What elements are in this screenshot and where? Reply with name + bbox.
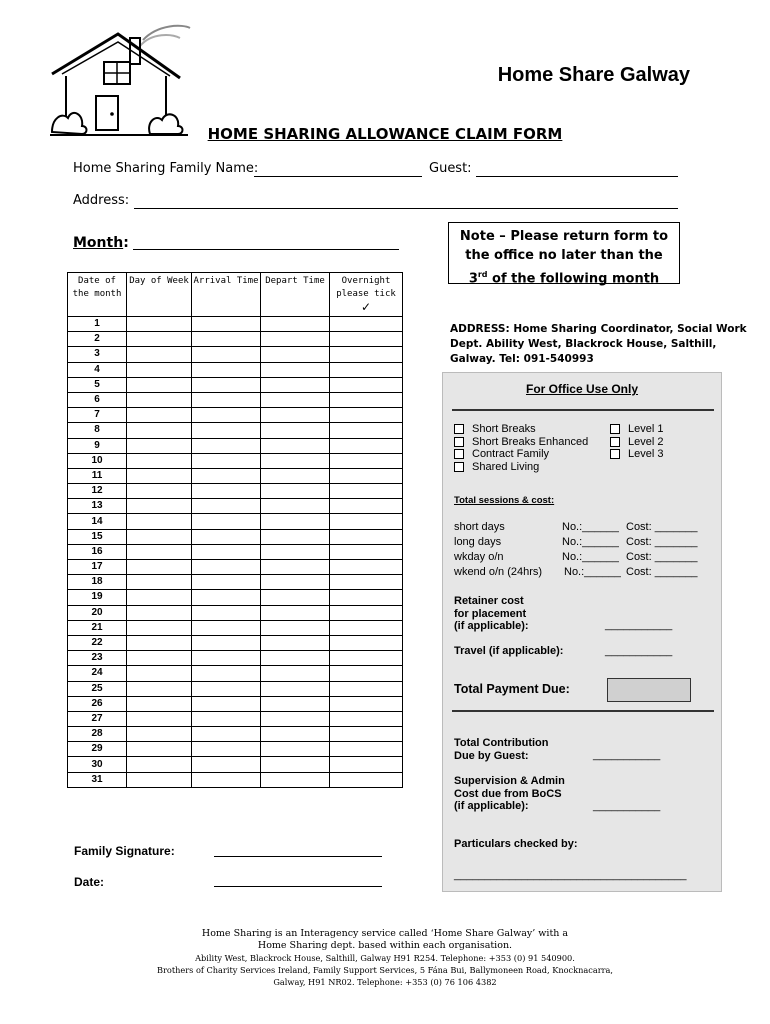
footer-line: Galway, H91 NR02. Telephone: +353 (0) 76 106 4382 <box>273 977 497 987</box>
table-row <box>68 347 403 362</box>
arrival-time-cell[interactable] <box>192 711 261 726</box>
arrival-time-cell[interactable] <box>192 438 261 453</box>
day-of-week-cell[interactable] <box>127 332 192 347</box>
table-row <box>68 590 403 605</box>
col-overnight: Overnight please tick ✓ <box>330 273 403 317</box>
table-row <box>68 605 403 620</box>
arrival-time-cell[interactable] <box>192 757 261 772</box>
arrival-time-cell[interactable] <box>192 727 261 742</box>
table-row <box>68 529 403 544</box>
arrival-time-cell[interactable] <box>192 575 261 590</box>
day-of-week-cell[interactable] <box>127 651 192 666</box>
supervision-field[interactable]: ___________ <box>593 800 661 812</box>
day-of-week-cell[interactable] <box>127 635 192 650</box>
overnight-tick-cell[interactable] <box>330 590 403 605</box>
depart-time-cell[interactable] <box>261 681 330 696</box>
depart-time-cell[interactable] <box>261 651 330 666</box>
house-logo <box>48 22 193 142</box>
arrival-time-cell[interactable] <box>192 605 261 620</box>
table-row <box>68 317 403 332</box>
day-of-week-cell[interactable] <box>127 560 192 575</box>
depart-time-cell[interactable] <box>261 362 330 377</box>
table-row <box>68 423 403 438</box>
overnight-tick-cell[interactable] <box>330 727 403 742</box>
table-row <box>68 772 403 787</box>
day-of-week-cell[interactable] <box>127 544 192 559</box>
table-row <box>68 468 403 483</box>
day-number: 5 <box>68 377 127 392</box>
checkbox-icon[interactable] <box>454 449 464 459</box>
depart-time-cell[interactable] <box>261 605 330 620</box>
table-row <box>68 711 403 726</box>
arrival-time-cell[interactable] <box>192 392 261 407</box>
checked-by-label: Particulars checked by: <box>454 838 578 850</box>
retainer-field[interactable]: ___________ <box>605 619 673 631</box>
total-payment-label: Total Payment Due: <box>454 682 570 696</box>
arrival-time-cell[interactable] <box>192 332 261 347</box>
table-row <box>68 392 403 407</box>
table-row <box>68 651 403 666</box>
table-row <box>68 727 403 742</box>
day-number: 25 <box>68 681 127 696</box>
arrival-time-cell[interactable] <box>192 317 261 332</box>
address-field[interactable] <box>134 208 678 209</box>
service-option[interactable]: Shared Living <box>454 461 588 474</box>
daily-log-table <box>67 272 403 788</box>
overnight-tick-cell[interactable] <box>330 377 403 392</box>
day-of-week-cell[interactable] <box>127 529 192 544</box>
depart-time-cell[interactable] <box>261 757 330 772</box>
depart-time-cell[interactable] <box>261 742 330 757</box>
arrival-time-cell[interactable] <box>192 362 261 377</box>
arrival-time-cell[interactable] <box>192 468 261 483</box>
overnight-tick-cell[interactable] <box>330 529 403 544</box>
day-number: 23 <box>68 651 127 666</box>
day-of-week-cell[interactable] <box>127 453 192 468</box>
checkbox-icon[interactable] <box>454 462 464 472</box>
day-of-week-cell[interactable] <box>127 666 192 681</box>
day-of-week-cell[interactable] <box>127 484 192 499</box>
day-of-week-cell[interactable] <box>127 438 192 453</box>
arrival-time-cell[interactable] <box>192 772 261 787</box>
day-of-week-cell[interactable] <box>127 727 192 742</box>
day-number: 16 <box>68 544 127 559</box>
table-row <box>68 635 403 650</box>
supervision-label: Supervision & Admin Cost due from BoCS (if applicable): <box>454 775 565 812</box>
level-option[interactable]: Level 3 <box>610 448 663 461</box>
overnight-tick-cell[interactable] <box>330 392 403 407</box>
overnight-tick-cell[interactable] <box>330 666 403 681</box>
overnight-tick-cell[interactable] <box>330 651 403 666</box>
footer-line: Brothers of Charity Services Ireland, Family Support Services, 5 Fána Bui, Ballymoneen Road, Knocknacarra, <box>156 965 614 975</box>
table-row <box>68 666 403 681</box>
overnight-tick-cell[interactable] <box>330 408 403 423</box>
form-title: HOME SHARING ALLOWANCE CLAIM FORM <box>207 125 563 143</box>
day-of-week-cell[interactable] <box>127 742 192 757</box>
day-number: 24 <box>68 666 127 681</box>
guest-field[interactable] <box>476 176 678 177</box>
overnight-tick-cell[interactable] <box>330 514 403 529</box>
guest-label: Guest: <box>429 161 472 176</box>
checkbox-icon[interactable] <box>610 449 620 459</box>
retainer-label: Retainer cost for placement (if applicable): <box>454 595 529 632</box>
day-number: 30 <box>68 757 127 772</box>
return-note: Note – Please return form to the office no later than the 3rd of the following month <box>448 222 680 284</box>
arrival-time-cell[interactable] <box>192 742 261 757</box>
arrival-time-cell[interactable] <box>192 453 261 468</box>
overnight-tick-cell[interactable] <box>330 635 403 650</box>
table-row <box>68 438 403 453</box>
col-day: Day of Week <box>127 273 192 317</box>
organization-name: Home Share Galway <box>497 64 690 86</box>
day-of-week-cell[interactable] <box>127 499 192 514</box>
depart-time-cell[interactable] <box>261 392 330 407</box>
depart-time-cell[interactable] <box>261 711 330 726</box>
office-divider-mid <box>452 710 714 712</box>
level-option[interactable]: Level 2 <box>610 436 663 449</box>
checked-by-field[interactable]: ______________________________________ <box>454 869 687 881</box>
day-number: 22 <box>68 635 127 650</box>
overnight-tick-cell[interactable] <box>330 423 403 438</box>
day-number: 20 <box>68 605 127 620</box>
travel-label: Travel (if applicable): <box>454 645 564 657</box>
arrival-time-cell[interactable] <box>192 423 261 438</box>
overnight-tick-cell[interactable] <box>330 757 403 772</box>
table-row <box>68 696 403 711</box>
day-number: 9 <box>68 438 127 453</box>
level-list <box>610 423 663 461</box>
day-number: 8 <box>68 423 127 438</box>
table-row <box>68 620 403 635</box>
day-number: 7 <box>68 408 127 423</box>
day-of-week-cell[interactable] <box>127 620 192 635</box>
family-name-field[interactable] <box>254 176 422 177</box>
arrival-time-cell[interactable] <box>192 681 261 696</box>
depart-time-cell[interactable] <box>261 635 330 650</box>
day-of-week-cell[interactable] <box>127 362 192 377</box>
depart-time-cell[interactable] <box>261 575 330 590</box>
depart-time-cell[interactable] <box>261 514 330 529</box>
arrival-time-cell[interactable] <box>192 347 261 362</box>
day-number: 17 <box>68 560 127 575</box>
session-row: long days No.:______ Cost: _______ <box>454 536 698 548</box>
date-field[interactable] <box>214 886 382 887</box>
table-row <box>68 499 403 514</box>
depart-time-cell[interactable] <box>261 453 330 468</box>
overnight-tick-cell[interactable] <box>330 362 403 377</box>
col-depart: Depart Time <box>261 273 330 317</box>
depart-time-cell[interactable] <box>261 484 330 499</box>
month-field[interactable] <box>133 249 399 250</box>
overnight-tick-cell[interactable] <box>330 484 403 499</box>
table-row <box>68 757 403 772</box>
overnight-tick-cell[interactable] <box>330 696 403 711</box>
travel-field[interactable]: ___________ <box>605 645 673 657</box>
depart-time-cell[interactable] <box>261 560 330 575</box>
arrival-time-cell[interactable] <box>192 514 261 529</box>
arrival-time-cell[interactable] <box>192 377 261 392</box>
arrival-time-cell[interactable] <box>192 529 261 544</box>
arrival-time-cell[interactable] <box>192 696 261 711</box>
overnight-tick-cell[interactable] <box>330 499 403 514</box>
checkbox-icon[interactable] <box>610 437 620 447</box>
day-of-week-cell[interactable] <box>127 408 192 423</box>
family-signature-label: Family Signature: <box>74 844 175 858</box>
day-of-week-cell[interactable] <box>127 423 192 438</box>
overnight-tick-cell[interactable] <box>330 620 403 635</box>
tick-icon: ✓ <box>360 300 372 314</box>
sessions-list <box>454 520 716 580</box>
day-number: 27 <box>68 711 127 726</box>
overnight-tick-cell[interactable] <box>330 742 403 757</box>
level-option[interactable]: Level 1 <box>610 423 663 436</box>
day-number: 12 <box>68 484 127 499</box>
contribution-field[interactable]: ___________ <box>593 749 661 761</box>
day-number: 2 <box>68 332 127 347</box>
family-name-label: Home Sharing Family Name: <box>73 161 259 176</box>
depart-time-cell[interactable] <box>261 468 330 483</box>
overnight-tick-cell[interactable] <box>330 605 403 620</box>
day-number: 31 <box>68 772 127 787</box>
overnight-tick-cell[interactable] <box>330 317 403 332</box>
arrival-time-cell[interactable] <box>192 484 261 499</box>
depart-time-cell[interactable] <box>261 377 330 392</box>
footer-line: Home Sharing is an Interagency service called ‘Home Share Galway’ with a <box>201 928 569 939</box>
depart-time-cell[interactable] <box>261 772 330 787</box>
service-option[interactable]: Short Breaks <box>454 423 588 436</box>
overnight-tick-cell[interactable] <box>330 453 403 468</box>
day-of-week-cell[interactable] <box>127 514 192 529</box>
depart-time-cell[interactable] <box>261 529 330 544</box>
office-use-panel <box>442 372 722 892</box>
footer-line: Ability West, Blackrock House, Salthill, Galway H91 R254. Telephone: +353 (0) 91 540900. <box>195 953 575 963</box>
day-of-week-cell[interactable] <box>127 392 192 407</box>
day-number: 21 <box>68 620 127 635</box>
depart-time-cell[interactable] <box>261 317 330 332</box>
service-option[interactable]: Short Breaks Enhanced <box>454 436 588 449</box>
overnight-tick-cell[interactable] <box>330 560 403 575</box>
overnight-tick-cell[interactable] <box>330 772 403 787</box>
depart-time-cell[interactable] <box>261 499 330 514</box>
checkbox-icon[interactable] <box>454 424 464 434</box>
depart-time-cell[interactable] <box>261 696 330 711</box>
depart-time-cell[interactable] <box>261 666 330 681</box>
table-row <box>68 408 403 423</box>
office-divider-top <box>452 409 714 411</box>
checkbox-icon[interactable] <box>610 424 620 434</box>
day-of-week-cell[interactable] <box>127 575 192 590</box>
day-number: 28 <box>68 727 127 742</box>
service-option[interactable]: Contract Family <box>454 448 588 461</box>
arrival-time-cell[interactable] <box>192 666 261 681</box>
overnight-tick-cell[interactable] <box>330 438 403 453</box>
address-label: Address: <box>73 193 130 208</box>
office-use-title: For Office Use Only <box>525 382 639 396</box>
footer-line: Home Sharing dept. based within each organisation. <box>257 940 513 951</box>
depart-time-cell[interactable] <box>261 590 330 605</box>
arrival-time-cell[interactable] <box>192 651 261 666</box>
session-row: short days No.:______ Cost: _______ <box>454 521 698 533</box>
table-row <box>68 377 403 392</box>
depart-time-cell[interactable] <box>261 620 330 635</box>
table-row <box>68 544 403 559</box>
date-label: Date: <box>74 875 105 889</box>
arrival-time-cell[interactable] <box>192 499 261 514</box>
overnight-tick-cell[interactable] <box>330 575 403 590</box>
day-number: 10 <box>68 453 127 468</box>
total-payment-field[interactable] <box>607 678 691 702</box>
arrival-time-cell[interactable] <box>192 620 261 635</box>
table-row <box>68 560 403 575</box>
table-row <box>68 453 403 468</box>
depart-time-cell[interactable] <box>261 332 330 347</box>
table-row <box>68 484 403 499</box>
overnight-tick-cell[interactable] <box>330 468 403 483</box>
col-date: Date of the month <box>68 273 127 317</box>
checkbox-icon[interactable] <box>454 437 464 447</box>
day-of-week-cell[interactable] <box>127 590 192 605</box>
footer <box>100 928 670 988</box>
session-row: wkday o/n No.:______ Cost: _______ <box>454 551 698 563</box>
day-number: 11 <box>68 468 127 483</box>
overnight-tick-cell[interactable] <box>330 347 403 362</box>
day-of-week-cell[interactable] <box>127 377 192 392</box>
table-row <box>68 681 403 696</box>
contribution-label: Total Contribution Due by Guest: <box>454 737 549 762</box>
day-of-week-cell[interactable] <box>127 696 192 711</box>
depart-time-cell[interactable] <box>261 727 330 742</box>
session-row: wkend o/n (24hrs) No.:______ Cost: _______ <box>454 566 698 578</box>
table-row <box>68 332 403 347</box>
day-number: 14 <box>68 514 127 529</box>
depart-time-cell[interactable] <box>261 438 330 453</box>
day-number: 4 <box>68 362 127 377</box>
day-number: 29 <box>68 742 127 757</box>
month-label: Month: <box>73 235 129 251</box>
day-number: 13 <box>68 499 127 514</box>
day-of-week-cell[interactable] <box>127 605 192 620</box>
depart-time-cell[interactable] <box>261 544 330 559</box>
day-number: 1 <box>68 317 127 332</box>
overnight-tick-cell[interactable] <box>330 332 403 347</box>
sessions-title: Total sessions & cost: <box>454 495 555 506</box>
col-arrival: Arrival Time <box>192 273 261 317</box>
arrival-time-cell[interactable] <box>192 544 261 559</box>
depart-time-cell[interactable] <box>261 408 330 423</box>
depart-time-cell[interactable] <box>261 423 330 438</box>
overnight-tick-cell[interactable] <box>330 711 403 726</box>
day-of-week-cell[interactable] <box>127 772 192 787</box>
table-row <box>68 575 403 590</box>
table-row <box>68 742 403 757</box>
day-number: 15 <box>68 529 127 544</box>
service-list <box>454 423 588 473</box>
table-row <box>68 514 403 529</box>
day-number: 3 <box>68 347 127 362</box>
day-of-week-cell[interactable] <box>127 347 192 362</box>
day-number: 18 <box>68 575 127 590</box>
day-number: 26 <box>68 696 127 711</box>
depart-time-cell[interactable] <box>261 347 330 362</box>
day-of-week-cell[interactable] <box>127 757 192 772</box>
overnight-tick-cell[interactable] <box>330 681 403 696</box>
family-signature-field[interactable] <box>214 856 382 857</box>
arrival-time-cell[interactable] <box>192 560 261 575</box>
table-row <box>68 362 403 377</box>
day-of-week-cell[interactable] <box>127 317 192 332</box>
day-of-week-cell[interactable] <box>127 468 192 483</box>
return-address: ADDRESS: Home Sharing Coordinator, Social Work Dept. Ability West, Blackrock House, Salthill, Galway. Tel: 091-540993 <box>450 323 747 365</box>
day-of-week-cell[interactable] <box>127 711 192 726</box>
day-number: 6 <box>68 392 127 407</box>
day-of-week-cell[interactable] <box>127 681 192 696</box>
arrival-time-cell[interactable] <box>192 590 261 605</box>
day-number: 19 <box>68 590 127 605</box>
arrival-time-cell[interactable] <box>192 408 261 423</box>
arrival-time-cell[interactable] <box>192 635 261 650</box>
overnight-tick-cell[interactable] <box>330 544 403 559</box>
